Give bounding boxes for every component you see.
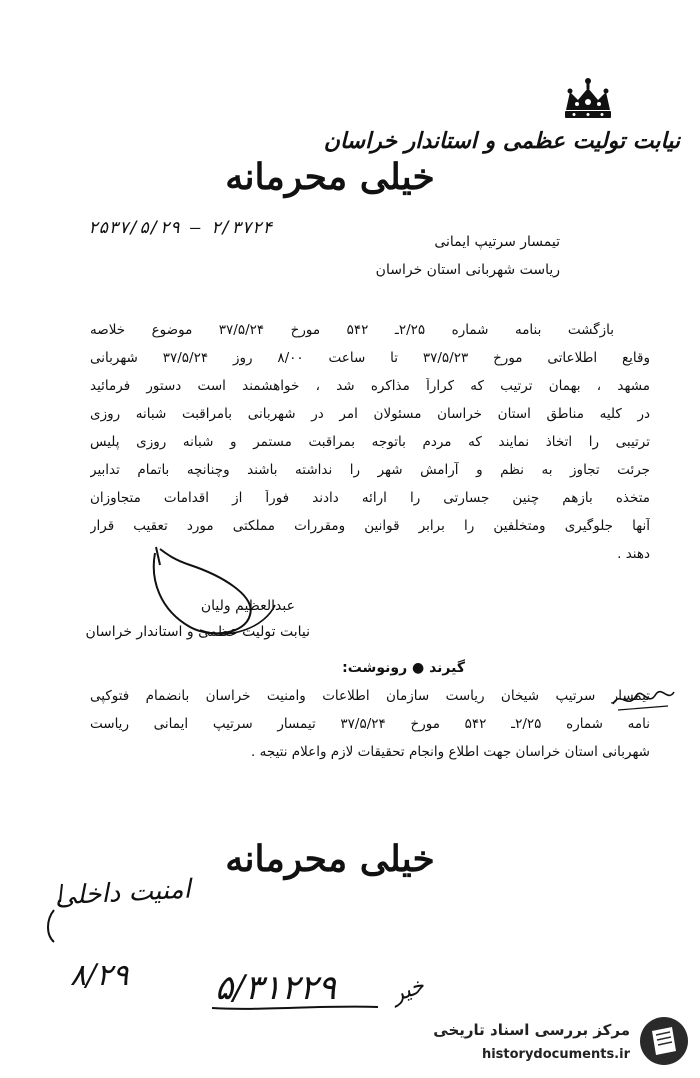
handwritten-initial: خیر [388, 973, 428, 1008]
underline-stroke-icon [210, 1002, 380, 1012]
handwritten-date: ۸/۲۹ [70, 958, 129, 993]
body-line: ترتیبی را اتخاذ نمایند که مردم باتوجه بمراقبت مستمر و شبانه روزی پلیس [90, 434, 650, 450]
cc-line: تیمسار سرتیپ شیخان ریاست سازمان اطلاعات وامنیت خراسان بانضمام فتوکپی [90, 688, 650, 704]
body-line: آنها جلوگیری ومتخلفین را برابر قوانین ومقررات مملکتی مورد تعقیب قرار [90, 518, 650, 534]
classification-stamp-top: خیلی محرمانه [225, 156, 435, 198]
reference-number: ۲۵۳۷/۵/۲۹ – ۲/۳۷۲۴ [88, 218, 273, 238]
cc-line: شهربانی استان خراسان جهت اطلاع وانجام تحقیقات لازم واعلام نتیجه . [251, 744, 650, 760]
handwritten-note: امنیت داخلی [54, 874, 192, 912]
cc-label: گیرند ● رونوشت: [342, 660, 465, 676]
body-line: در کلیه مناطق استان خراسان مسئولان امر در شهربانی بامراقبت شبانه روزی [90, 406, 650, 422]
addressee-line-2: ریاست شهربانی استان خراسان [375, 262, 560, 278]
archive-logo-icon [638, 1015, 690, 1067]
issuing-office: نیابت تولیت عظمی و استاندار خراسان [323, 128, 680, 154]
body-line: بازگشت بنامه شماره ۲/۲۵ـ ۵۴۲ مورخ ۳۷/۵/۲۴ موضوع خلاصه [90, 322, 614, 338]
body-line: دهند . [617, 546, 650, 562]
body-line: جرئت تجاوز به نظم و آرامش شهر را نداشته باشند وچنانچه باتمام تدابیر [90, 462, 650, 478]
archive-watermark [410, 1013, 690, 1073]
body-line: متخذه بازهم چنین جسارتی را ارائه دادند فوراً از اقدامات متجاوزان [90, 490, 650, 506]
watermark-site[interactable]: historydocuments.ir [481, 1047, 630, 1062]
body-line: وقایع اطلاعاتی مورخ ۳۷/۵/۲۳ تا ساعت ۸/۰۰ روز ۳۷/۵/۲۴ شهربانی [90, 350, 650, 366]
watermark-title: مرکز بررسی اسناد تاریخی [433, 1021, 630, 1039]
signatory-title: نیابت تولیت عظمی و استاندار خراسان [85, 624, 310, 640]
cc-recipients [90, 688, 650, 772]
handwritten-number: ۵/۳۱۲۲۹ [215, 968, 337, 1008]
classification-stamp-bottom: خیلی محرمانه [225, 838, 435, 880]
cc-line: نامه شماره ۲/۲۵ـ ۵۴۲ مورخ ۳۷/۵/۲۴ تیمسار سرتیپ ایمانی ریاست [90, 716, 650, 732]
body-line: مشهد ، بهمان ترتیب که کراراً مذاکره شد ، خواهشمند است دستور فرمائید [90, 378, 650, 394]
crown-emblem-icon [560, 76, 616, 122]
signatory-name: عبدالعظیم ولیان [200, 598, 295, 614]
addressee-line-1: تیمسار سرتیپ ایمانی [434, 234, 560, 250]
